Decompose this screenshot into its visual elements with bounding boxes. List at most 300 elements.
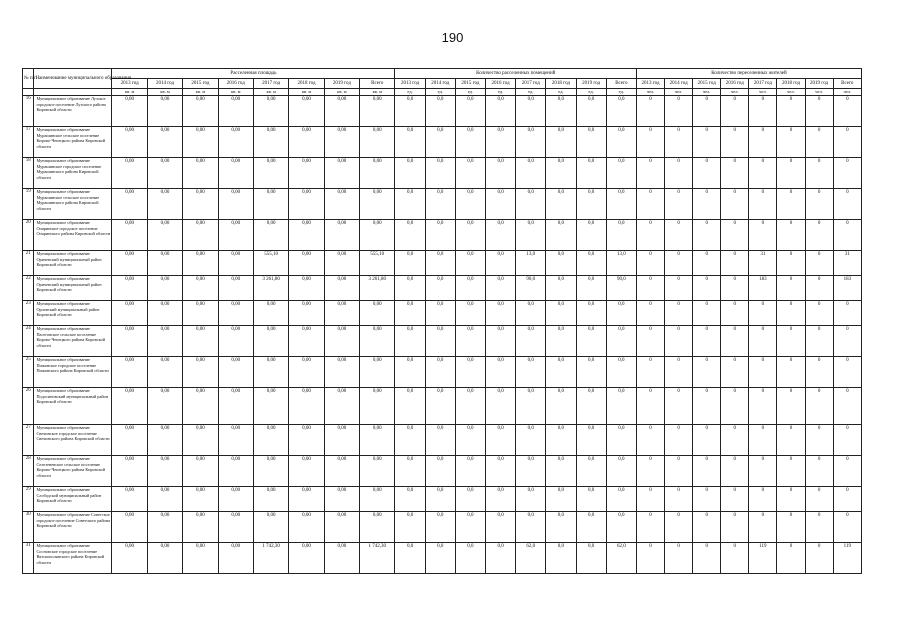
people-value-cell: 0	[721, 96, 749, 127]
people-value-cell: 0	[636, 326, 664, 357]
people-value-cell: 31	[833, 251, 861, 276]
rooms-value-cell: 90,0	[516, 276, 546, 301]
rooms-value-cell: 0,0	[486, 543, 516, 574]
people-value-cell: 0	[805, 543, 833, 574]
table-row	[23, 512, 862, 543]
area-value-cell: 0,00	[218, 301, 253, 326]
header-year: 2013 год	[395, 79, 425, 89]
people-value-cell: 0	[693, 357, 721, 388]
people-value-cell: 0	[805, 220, 833, 251]
table-row	[23, 220, 862, 251]
people-value-cell: 0	[805, 251, 833, 276]
unit-cell: чел.	[749, 89, 777, 96]
rooms-value-cell: 0,0	[516, 301, 546, 326]
people-value-cell: 0	[777, 543, 805, 574]
rooms-value-cell: 0,0	[425, 220, 455, 251]
people-value-cell: 0	[636, 357, 664, 388]
area-value-cell: 0,00	[147, 456, 182, 487]
area-value-cell: 0,00	[289, 357, 324, 388]
area-value-cell: 0,00	[289, 251, 324, 276]
area-value-cell: 0,00	[112, 158, 147, 189]
people-value-cell: 0	[636, 127, 664, 158]
rooms-value-cell: 0,0	[546, 127, 576, 158]
people-value-cell: 0	[777, 301, 805, 326]
rooms-value-cell: 0,0	[395, 189, 425, 220]
people-value-cell: 0	[777, 276, 805, 301]
people-value-cell: 0	[665, 326, 693, 357]
area-value-cell: 0,00	[324, 326, 359, 357]
people-value-cell: 0	[721, 456, 749, 487]
people-value-cell: 0	[777, 487, 805, 512]
people-value-cell: 0	[665, 301, 693, 326]
people-value-cell: 0	[833, 189, 861, 220]
rooms-value-cell: 0,0	[546, 326, 576, 357]
rooms-value-cell: 0,0	[606, 456, 636, 487]
area-value-cell: 0,00	[112, 543, 147, 574]
rooms-value-cell: 0,0	[546, 301, 576, 326]
header-year: 2017 год	[749, 79, 777, 89]
people-value-cell: 0	[636, 456, 664, 487]
row-number: 31	[23, 543, 34, 574]
header-municipality-name: Наименование муниципального образования	[34, 69, 112, 89]
area-value-cell: 0,00	[218, 127, 253, 158]
people-value-cell: 0	[777, 158, 805, 189]
area-value-cell: 0,00	[324, 158, 359, 189]
area-value-cell: 0,00	[183, 543, 218, 574]
unit-cell: кв. м	[147, 89, 182, 96]
row-number: 24	[23, 326, 34, 357]
people-value-cell: 0	[749, 96, 777, 127]
header-year: 2015 год	[693, 79, 721, 89]
rooms-value-cell: 0,0	[425, 456, 455, 487]
people-value-cell: 0	[636, 425, 664, 456]
rooms-value-cell: 0,0	[576, 487, 606, 512]
area-value-cell: 0,00	[183, 326, 218, 357]
area-value-cell: 0,00	[324, 96, 359, 127]
rooms-value-cell: 0,0	[486, 487, 516, 512]
people-value-cell: 0	[693, 512, 721, 543]
people-value-cell: 0	[805, 388, 833, 425]
municipality-name: Муниципальное образование Мурашинское городское поселение Мурашинского района Кировской области	[34, 158, 112, 189]
municipality-name: Муниципальное образование Орловский муниципальный район Кировской области	[34, 301, 112, 326]
unit-cell: ед.	[546, 89, 576, 96]
municipality-name: Муниципальное образование Мурашинское сельское поселение Мурашинского района Кировской области	[34, 189, 112, 220]
rooms-value-cell: 0,0	[606, 189, 636, 220]
header-year: 2015 год	[455, 79, 485, 89]
rooms-value-cell: 0,0	[576, 158, 606, 189]
municipality-name: Муниципальное образование Советское городское поселение Советского района Кировской области	[34, 512, 112, 543]
area-value-cell: 0,00	[147, 487, 182, 512]
row-number: 22	[23, 276, 34, 301]
rooms-value-cell: 0,0	[395, 96, 425, 127]
area-value-cell: 0,00	[289, 425, 324, 456]
area-value-cell: 0,00	[253, 127, 288, 158]
area-value-cell: 0,00	[147, 251, 182, 276]
municipality-name: Муниципальное образование Свечинское городское поселение Свечинского района Кировской области	[34, 425, 112, 456]
unit-cell: ед.	[516, 89, 546, 96]
rooms-value-cell: 0,0	[395, 456, 425, 487]
area-value-cell: 0,00	[360, 127, 395, 158]
people-value-cell: 0	[636, 543, 664, 574]
people-value-cell: 0	[805, 357, 833, 388]
people-value-cell: 119	[749, 543, 777, 574]
row-number: 23	[23, 301, 34, 326]
rooms-value-cell: 0,0	[576, 189, 606, 220]
table-row	[23, 96, 862, 127]
people-value-cell: 0	[833, 326, 861, 357]
people-value-cell: 0	[749, 388, 777, 425]
rooms-value-cell: 0,0	[546, 425, 576, 456]
rooms-value-cell: 0,0	[455, 220, 485, 251]
area-value-cell: 0,00	[360, 326, 395, 357]
area-value-cell: 0,00	[147, 301, 182, 326]
people-value-cell: 0	[693, 127, 721, 158]
header-year: 2014 год	[147, 79, 182, 89]
area-value-cell: 0,00	[324, 487, 359, 512]
area-value-cell: 0,00	[147, 326, 182, 357]
area-value-cell: 0,00	[183, 127, 218, 158]
area-value-cell: 0,00	[324, 301, 359, 326]
rooms-value-cell: 0,0	[576, 251, 606, 276]
area-value-cell: 0,00	[253, 220, 288, 251]
area-value-cell: 0,00	[324, 276, 359, 301]
header-year: 2015 год	[183, 79, 218, 89]
area-value-cell: 0,00	[112, 189, 147, 220]
row-number: 17	[23, 127, 34, 158]
people-value-cell: 0	[636, 158, 664, 189]
rooms-value-cell: 0,0	[516, 512, 546, 543]
rooms-value-cell: 0,0	[395, 301, 425, 326]
unit-cell: ед.	[455, 89, 485, 96]
people-value-cell: 0	[665, 276, 693, 301]
area-value-cell: 0,00	[218, 388, 253, 425]
rooms-value-cell: 13,0	[516, 251, 546, 276]
header-year: 2014 год	[425, 79, 455, 89]
area-value-cell: 0,00	[289, 487, 324, 512]
area-value-cell: 0,00	[147, 158, 182, 189]
area-value-cell: 0,00	[183, 512, 218, 543]
people-value-cell: 0	[749, 301, 777, 326]
municipality-name: Муниципальное образование Пижанское городское поселение Пижанского района Кировской области	[34, 357, 112, 388]
area-value-cell: 0,00	[112, 456, 147, 487]
people-value-cell: 0	[665, 220, 693, 251]
rooms-value-cell: 0,0	[516, 220, 546, 251]
people-value-cell: 0	[805, 456, 833, 487]
rooms-value-cell: 0,0	[546, 456, 576, 487]
rooms-value-cell: 0,0	[516, 487, 546, 512]
area-value-cell: 0,00	[112, 301, 147, 326]
rooms-value-cell: 0,0	[395, 326, 425, 357]
unit-row	[23, 89, 862, 96]
rooms-value-cell: 0,0	[516, 425, 546, 456]
area-value-cell: 0,00	[147, 220, 182, 251]
rooms-value-cell: 0,0	[455, 425, 485, 456]
people-value-cell: 0	[777, 357, 805, 388]
area-value-cell: 0,00	[218, 158, 253, 189]
people-value-cell: 0	[805, 127, 833, 158]
people-value-cell: 0	[721, 220, 749, 251]
people-value-cell: 0	[805, 96, 833, 127]
rooms-value-cell: 0,0	[516, 326, 546, 357]
rooms-value-cell: 0,0	[425, 158, 455, 189]
rooms-value-cell: 0,0	[546, 543, 576, 574]
people-value-cell: 0	[833, 220, 861, 251]
row-number: 25	[23, 357, 34, 388]
area-value-cell: 0,00	[112, 326, 147, 357]
row-number: 27	[23, 425, 34, 456]
people-value-cell: 0	[693, 487, 721, 512]
people-value-cell: 0	[721, 326, 749, 357]
rooms-value-cell: 0,0	[455, 487, 485, 512]
area-value-cell: 0,00	[112, 357, 147, 388]
area-value-cell: 0,00	[112, 388, 147, 425]
people-value-cell: 0	[805, 326, 833, 357]
area-value-cell: 0,00	[183, 301, 218, 326]
area-value-cell: 0,00	[253, 388, 288, 425]
area-value-cell: 0,00	[253, 301, 288, 326]
rooms-value-cell: 0,0	[455, 326, 485, 357]
people-value-cell: 0	[693, 425, 721, 456]
rooms-value-cell: 0,0	[576, 326, 606, 357]
unit-cell-blank	[34, 89, 112, 96]
area-value-cell: 0,00	[147, 357, 182, 388]
rooms-value-cell: 0,0	[455, 456, 485, 487]
area-value-cell: 0,00	[324, 543, 359, 574]
unit-cell: ед.	[606, 89, 636, 96]
people-value-cell: 0	[693, 388, 721, 425]
rooms-value-cell: 0,0	[455, 388, 485, 425]
rooms-value-cell: 0,0	[486, 326, 516, 357]
table-row	[23, 127, 862, 158]
people-value-cell: 0	[777, 388, 805, 425]
rooms-value-cell: 0,0	[395, 158, 425, 189]
header-year: 2016 год	[721, 79, 749, 89]
municipality-name: Муниципальное образование Лузское городское поселение Лузского района Кировской области	[34, 96, 112, 127]
rooms-value-cell: 0,0	[486, 388, 516, 425]
header-year-row	[23, 79, 862, 89]
rooms-value-cell: 0,0	[576, 425, 606, 456]
rooms-value-cell: 0,0	[546, 220, 576, 251]
rooms-value-cell: 0,0	[546, 251, 576, 276]
people-value-cell: 0	[636, 189, 664, 220]
unit-cell: ед.	[576, 89, 606, 96]
people-value-cell: 0	[665, 127, 693, 158]
rooms-value-cell: 0,0	[606, 301, 636, 326]
people-value-cell: 0	[721, 127, 749, 158]
unit-cell: чел.	[636, 89, 664, 96]
area-value-cell: 0,00	[147, 276, 182, 301]
people-value-cell: 0	[636, 388, 664, 425]
people-value-cell: 0	[665, 456, 693, 487]
people-value-cell: 0	[665, 96, 693, 127]
rooms-value-cell: 0,0	[606, 512, 636, 543]
area-value-cell: 0,00	[112, 220, 147, 251]
area-value-cell: 0,00	[289, 388, 324, 425]
area-value-cell: 0,00	[324, 189, 359, 220]
rooms-value-cell: 0,0	[576, 543, 606, 574]
row-number: 30	[23, 512, 34, 543]
rooms-value-cell: 0,0	[395, 487, 425, 512]
people-value-cell: 0	[749, 512, 777, 543]
area-value-cell: 0,00	[289, 96, 324, 127]
people-value-cell: 0	[833, 301, 861, 326]
rooms-value-cell: 0,0	[455, 96, 485, 127]
people-value-cell: 0	[665, 487, 693, 512]
table-row	[23, 425, 862, 456]
rooms-value-cell: 0,0	[455, 189, 485, 220]
rooms-value-cell: 0,0	[455, 543, 485, 574]
area-value-cell: 0,00	[112, 276, 147, 301]
unit-cell: кв. м	[324, 89, 359, 96]
rooms-value-cell: 0,0	[546, 487, 576, 512]
page-number: 190	[441, 30, 464, 45]
area-value-cell: 0,00	[324, 251, 359, 276]
area-value-cell: 0,00	[183, 487, 218, 512]
area-value-cell: 0,00	[218, 357, 253, 388]
area-value-cell: 555,10	[360, 251, 395, 276]
area-value-cell: 0,00	[360, 220, 395, 251]
people-value-cell: 0	[693, 301, 721, 326]
header-group-row	[23, 69, 862, 79]
rooms-value-cell: 0,0	[606, 388, 636, 425]
people-value-cell: 0	[693, 96, 721, 127]
people-value-cell: 0	[805, 276, 833, 301]
area-value-cell: 0,00	[360, 512, 395, 543]
municipality-name: Муниципальное образование Оричевский муниципальный район Кировской области	[34, 251, 112, 276]
rooms-value-cell: 62,0	[516, 543, 546, 574]
people-value-cell: 0	[665, 158, 693, 189]
rooms-value-cell: 0,0	[425, 487, 455, 512]
area-value-cell: 0,00	[147, 543, 182, 574]
municipality-name: Муниципальное образование Подосиновский муниципальный район Кировской области	[34, 388, 112, 425]
people-value-cell: 0	[693, 456, 721, 487]
people-value-cell: 0	[749, 189, 777, 220]
rooms-value-cell: 0,0	[486, 158, 516, 189]
rooms-value-cell: 0,0	[546, 512, 576, 543]
people-value-cell: 0	[777, 96, 805, 127]
rooms-value-cell: 0,0	[455, 276, 485, 301]
area-value-cell: 0,00	[324, 220, 359, 251]
people-value-cell: 0	[693, 543, 721, 574]
rooms-value-cell: 0,0	[455, 251, 485, 276]
people-value-cell: 0	[636, 276, 664, 301]
rooms-value-cell: 0,0	[425, 276, 455, 301]
area-value-cell: 0,00	[183, 425, 218, 456]
people-value-cell: 0	[721, 251, 749, 276]
people-value-cell: 0	[721, 543, 749, 574]
municipality-name: Муниципальное образование Оричевский муниципальный район Кировской области	[34, 276, 112, 301]
people-value-cell: 0	[693, 251, 721, 276]
unit-cell: кв. м	[218, 89, 253, 96]
rooms-value-cell: 0,0	[546, 158, 576, 189]
area-value-cell: 0,00	[147, 388, 182, 425]
rooms-value-cell: 0,0	[576, 456, 606, 487]
row-number: 18	[23, 158, 34, 189]
area-value-cell: 0,00	[147, 127, 182, 158]
rooms-value-cell: 0,0	[425, 543, 455, 574]
area-value-cell: 0,00	[218, 220, 253, 251]
rooms-value-cell: 0,0	[576, 301, 606, 326]
unit-cell: ед.	[425, 89, 455, 96]
rooms-value-cell: 0,0	[486, 220, 516, 251]
municipality-name: Муниципальное образование Селезеневское сельское поселение Кирово-Чепецкого района Кировской области	[34, 456, 112, 487]
people-value-cell: 0	[636, 512, 664, 543]
header-year: 2018 год	[289, 79, 324, 89]
unit-cell: кв. м	[183, 89, 218, 96]
unit-cell: чел.	[665, 89, 693, 96]
rooms-value-cell: 0,0	[606, 158, 636, 189]
area-value-cell: 555,10	[253, 251, 288, 276]
people-value-cell: 0	[721, 487, 749, 512]
rooms-value-cell: 0,0	[455, 301, 485, 326]
rooms-value-cell: 0,0	[486, 512, 516, 543]
area-value-cell: 0,00	[289, 512, 324, 543]
rooms-value-cell: 0,0	[486, 96, 516, 127]
area-value-cell: 0,00	[218, 189, 253, 220]
people-value-cell: 0	[665, 388, 693, 425]
rooms-value-cell: 0,0	[486, 425, 516, 456]
area-value-cell: 0,00	[218, 543, 253, 574]
rooms-value-cell: 0,0	[425, 425, 455, 456]
municipality-name: Муниципальное образование Слободской муниципальный район Кировской области	[34, 487, 112, 512]
rooms-value-cell: 0,0	[606, 357, 636, 388]
table-row	[23, 543, 862, 574]
area-value-cell: 0,00	[183, 158, 218, 189]
area-value-cell: 0,00	[253, 357, 288, 388]
area-value-cell: 3 261,80	[253, 276, 288, 301]
header-year: 2019 год	[324, 79, 359, 89]
rooms-value-cell: 0,0	[606, 96, 636, 127]
rooms-value-cell: 0,0	[425, 512, 455, 543]
header-year: 2014 год	[665, 79, 693, 89]
rooms-value-cell: 0,0	[425, 388, 455, 425]
people-value-cell: 0	[805, 158, 833, 189]
unit-cell: кв. м	[289, 89, 324, 96]
header-group-rooms: Количество расселенных помещений	[395, 69, 636, 79]
municipality-name: Муниципальное образование Пасеговское сельское поселение Кирово-Чепецкого района Кировской области	[34, 326, 112, 357]
area-value-cell: 0,00	[183, 96, 218, 127]
people-value-cell: 183	[749, 276, 777, 301]
unit-cell: чел.	[805, 89, 833, 96]
area-value-cell: 0,00	[360, 189, 395, 220]
header-year: 2017 год	[253, 79, 288, 89]
rooms-value-cell: 0,0	[455, 127, 485, 158]
area-value-cell: 0,00	[218, 326, 253, 357]
people-value-cell: 0	[833, 425, 861, 456]
rooms-value-cell: 0,0	[486, 456, 516, 487]
people-value-cell: 0	[665, 357, 693, 388]
rooms-value-cell: 0,0	[546, 388, 576, 425]
area-value-cell: 0,00	[253, 487, 288, 512]
rooms-value-cell: 0,0	[425, 251, 455, 276]
area-value-cell: 0,00	[324, 512, 359, 543]
area-value-cell: 0,00	[112, 251, 147, 276]
rooms-value-cell: 0,0	[395, 127, 425, 158]
area-value-cell: 0,00	[360, 357, 395, 388]
people-value-cell: 0	[833, 158, 861, 189]
unit-cell: чел.	[777, 89, 805, 96]
row-number: 26	[23, 388, 34, 425]
rooms-value-cell: 0,0	[516, 96, 546, 127]
area-value-cell: 0,00	[218, 487, 253, 512]
rooms-value-cell: 0,0	[606, 425, 636, 456]
area-value-cell: 0,00	[360, 456, 395, 487]
area-value-cell: 0,00	[253, 326, 288, 357]
people-value-cell: 0	[721, 276, 749, 301]
area-value-cell: 0,00	[253, 456, 288, 487]
area-value-cell: 0,00	[183, 276, 218, 301]
unit-cell: кв. м	[253, 89, 288, 96]
